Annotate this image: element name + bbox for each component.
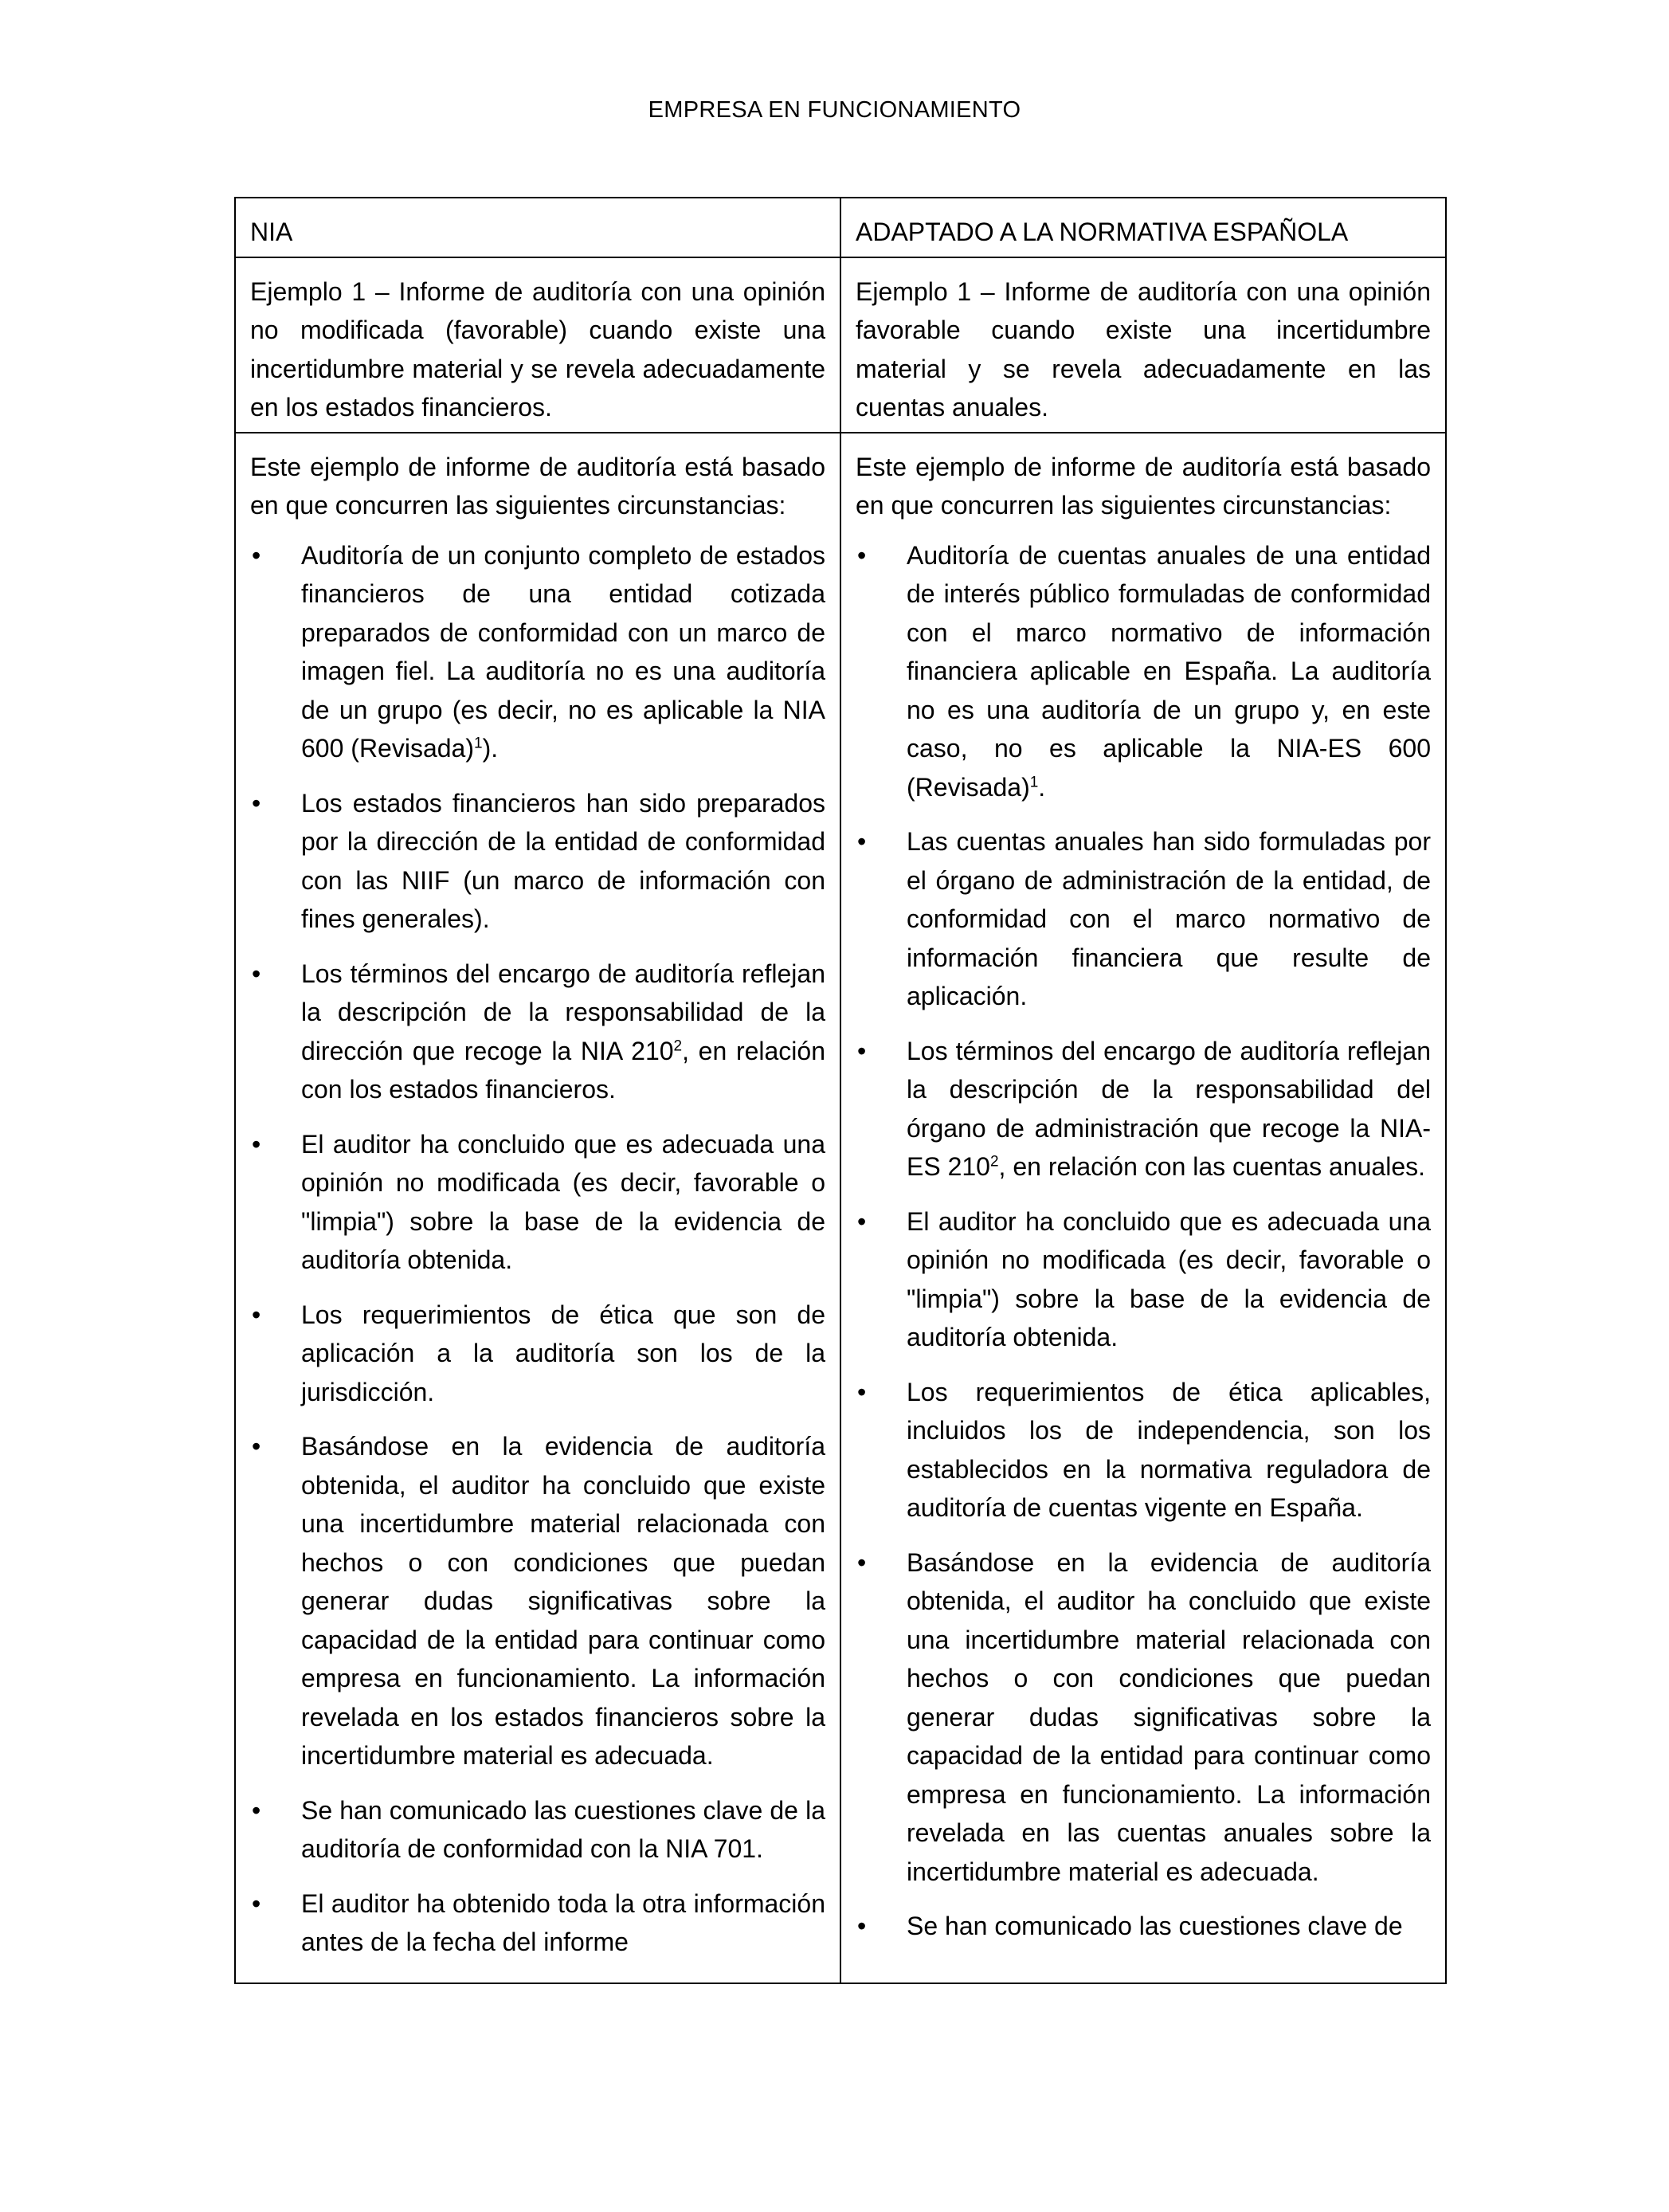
bullet-icon: • xyxy=(857,827,867,856)
right-bullet-item: • Basándose en la evidencia de auditoría obtenida, el auditor ha concluido que existe una incertidumbre material relacionada con hechos o con condiciones que puedan generar dudas significativas sobre la capacidad de la entidad para continuar como empresa en funcionamiento. La información revelada en las cuentas anuales sobre la incertidumbre material es adecuada. xyxy=(856,1543,1431,1892)
footnote-ref: 1 xyxy=(474,735,483,752)
bullet-icon: • xyxy=(252,1300,261,1329)
circumstances-left xyxy=(235,433,840,1983)
example-left: Ejemplo 1 – Informe de auditoría con una opinión no modificada (favorable) cuando existe una incertidumbre material y se revela adecuadamente en los estados financieros. xyxy=(235,257,840,433)
header-row xyxy=(235,198,1446,257)
example-row xyxy=(235,257,1446,433)
bullet-icon: • xyxy=(857,1547,867,1577)
left-bullet-item: • Los términos del encargo de auditoría reflejan la descripción de la responsabilidad de la dirección que recoge la NIA $210^2$, en relación con los estados financieros. xyxy=(250,955,825,1109)
right-bullet-item: • El auditor ha concluido que es adecuada una opinión no modificada (es decir, favorable o "limpia") sobre la base de la evidencia de auditoría obtenida. xyxy=(856,1202,1431,1357)
circumstances-row xyxy=(235,433,1446,1983)
bullet-icon: • xyxy=(252,788,261,818)
left-bullet-item: • Se han comunicado las cuestiones clave de la auditoría de conformidad con la NIA 701. xyxy=(250,1791,825,1869)
header-spanish: ADAPTADO A LA NORMATIVA ESPAÑOLA xyxy=(840,198,1446,257)
bullet-icon: • xyxy=(857,1206,867,1236)
left-bullet-list xyxy=(250,536,825,1962)
left-bullet-item: • Basándose en la evidencia de auditoría obtenida, el auditor ha concluido que existe una incertidumbre material relacionada con hechos o con condiciones que puedan generar dudas significativas sobre la capacidad de la entidad para continuar como empresa en funcionamiento. La información revelada en los estados financieros sobre la incertidumbre material es adecuada. xyxy=(250,1427,825,1775)
bullet-icon: • xyxy=(252,1888,261,1918)
bullet-icon: • xyxy=(857,1912,867,1940)
left-bullet-item: • Los estados financieros han sido preparados por la dirección de la entidad de conformidad con las NIIF (un marco de información con fines generales). xyxy=(250,784,825,939)
right-bullet-item: • Se han comunicado las cuestiones clave de xyxy=(856,1907,1431,1946)
intro-right: Este ejemplo de informe de auditoría está basado en que concurren las siguientes circunstancias: xyxy=(856,452,1431,520)
left-bullet-item: • Los requerimientos de ética que son de aplicación a la auditoría son los de la jurisdicción. xyxy=(250,1296,825,1412)
footnote-ref: 2 xyxy=(673,1037,683,1054)
left-bullet-item: • El auditor ha concluido que es adecuada una opinión no modificada (es decir, favorable o "limpia") sobre la base de la evidencia de auditoría obtenida. xyxy=(250,1125,825,1280)
right-bullet-item: • Los términos del encargo de auditoría reflejan la descripción de la responsabilidad del órgano de administración que recoge la NIA-ES $210^2$, en relación con las cuentas anuales. xyxy=(856,1032,1431,1186)
left-bullet-item: • El auditor ha obtenido toda la otra información antes de la fecha del informe xyxy=(250,1885,825,1962)
intro-left: Este ejemplo de informe de auditoría está basado en que concurren las siguientes circunstancias: xyxy=(250,452,825,520)
bullet-icon: • xyxy=(252,540,261,570)
bullet-icon: • xyxy=(857,540,867,570)
circumstances-right xyxy=(840,433,1446,1983)
comparison-table xyxy=(234,197,1447,1984)
right-bullet-item: • Los requerimientos de ética aplicables, incluidos los de independencia, son los establecidos en la normativa reguladora de auditoría de cuentas vigente en España. xyxy=(856,1373,1431,1528)
bullet-icon: • xyxy=(857,1036,867,1065)
bullet-icon: • xyxy=(857,1377,867,1406)
footnote-ref: 2 xyxy=(989,1153,999,1171)
page-title: EMPRESA EN FUNCIONAMIENTO xyxy=(648,97,1021,123)
right-bullet-list xyxy=(856,536,1431,1946)
bullet-icon: • xyxy=(252,1795,261,1825)
footnote-ref: 1 xyxy=(1029,773,1039,790)
bullet-icon: • xyxy=(252,1129,261,1159)
right-bullet-item: • Las cuentas anuales han sido formuladas por el órgano de administración de la entidad, de conformidad con el marco normativo de información financiera que resulte de aplicación. xyxy=(856,822,1431,1016)
bullet-icon: • xyxy=(252,959,261,988)
example-right: Ejemplo 1 – Informe de auditoría con una opinión favorable cuando existe una incertidumbre material y se revela adecuadamente en las cuentas anuales. xyxy=(840,257,1446,433)
header-nia: NIA xyxy=(235,198,840,257)
left-bullet-item: • Auditoría de un conjunto completo de estados financieros de una entidad cotizada preparados de conformidad con un marco de imagen fiel. La auditoría no es una auditoría de un grupo (es decir, no es aplicable la NIA 600 (Revisada)$^1$). xyxy=(250,536,825,768)
bullet-icon: • xyxy=(252,1432,261,1461)
right-bullet-item: • Auditoría de cuentas anuales de una entidad de interés público formuladas de conformidad con el marco normativo de información financiera aplicable en España. La auditoría no es una auditoría de un grupo y, en este caso, no es aplicable la NIA-ES 600 (Revisada)$^1$. xyxy=(856,536,1431,807)
